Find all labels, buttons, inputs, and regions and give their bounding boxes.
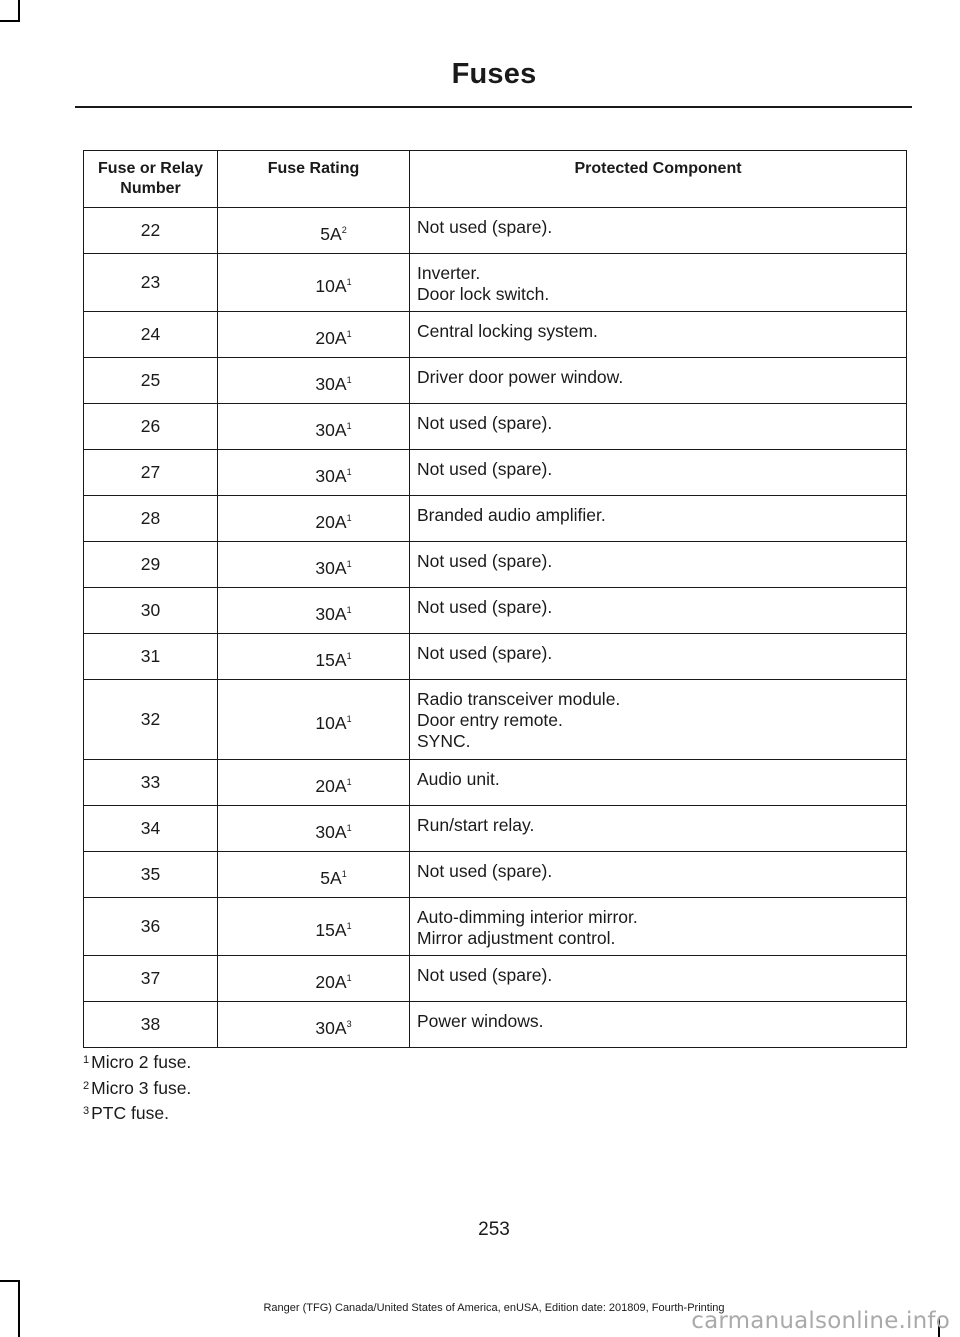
fuse-number: 33 — [84, 760, 218, 806]
component-line: Not used (spare). — [417, 643, 553, 663]
table-header-row — [84, 151, 907, 208]
footnote-reference: 1 — [346, 777, 352, 787]
fuse-number: 34 — [84, 806, 218, 852]
protected-component — [410, 806, 907, 852]
footnote-mark: 3 — [83, 1105, 90, 1117]
fuse-number: 38 — [84, 1002, 218, 1048]
header-protected-component: Protected Component — [410, 151, 907, 208]
fuse-rating-value: 10A — [315, 713, 347, 733]
table-row — [84, 680, 907, 760]
fuse-rating — [218, 312, 410, 358]
component-line: Auto-dimming interior mirror. — [417, 907, 638, 927]
footnote-reference: 1 — [346, 605, 352, 615]
fuse-number: 23 — [84, 254, 218, 312]
footnote-reference: 3 — [346, 1019, 352, 1029]
page-number: 253 — [478, 1219, 510, 1240]
fuse-rating — [218, 254, 410, 312]
protected-component — [410, 852, 907, 898]
component-line: Door lock switch. — [417, 284, 550, 304]
protected-component — [410, 542, 907, 588]
component-line: Radio transceiver module. — [417, 689, 621, 709]
table-row — [84, 760, 907, 806]
fuse-rating — [218, 760, 410, 806]
protected-component — [410, 680, 907, 760]
fuse-rating-value: 20A — [315, 512, 347, 532]
footnote-reference: 1 — [346, 467, 352, 477]
footnote-reference: 1 — [346, 714, 352, 724]
fuse-rating — [218, 542, 410, 588]
footnote-reference: 1 — [341, 869, 347, 879]
protected-component — [410, 956, 907, 1002]
crop-mark — [0, 1280, 20, 1282]
fuse-rating — [218, 806, 410, 852]
footnote-reference: 1 — [346, 973, 352, 983]
footnote-text: PTC fuse. — [91, 1103, 169, 1123]
protected-component — [410, 358, 907, 404]
footnote-mark: 1 — [83, 1054, 90, 1066]
table-row — [84, 496, 907, 542]
table-body — [84, 208, 907, 1048]
table-row — [84, 358, 907, 404]
component-line: Inverter. — [417, 263, 481, 283]
fuse-rating — [218, 588, 410, 634]
protected-component — [410, 1002, 907, 1048]
protected-component — [410, 450, 907, 496]
protected-component — [410, 898, 907, 956]
fuse-table — [83, 150, 907, 1048]
component-line: Run/start relay. — [417, 815, 535, 835]
fuse-number: 27 — [84, 450, 218, 496]
title-divider — [75, 106, 912, 108]
component-line: Not used (spare). — [417, 217, 553, 237]
fuse-rating — [218, 208, 410, 254]
protected-component — [410, 208, 907, 254]
fuse-number: 29 — [84, 542, 218, 588]
table-row — [84, 634, 907, 680]
fuse-rating-value: 15A — [315, 920, 347, 940]
table-row — [84, 806, 907, 852]
fuse-rating — [218, 898, 410, 956]
table-row — [84, 542, 907, 588]
footnote-reference: 1 — [346, 921, 352, 931]
footnote-reference: 1 — [346, 421, 352, 431]
crop-mark — [18, 0, 20, 22]
fuse-number: 24 — [84, 312, 218, 358]
header-fuse-number: Fuse or Relay Number — [84, 151, 218, 208]
page-title: Fuses — [451, 58, 537, 90]
fuse-rating-value: 30A — [315, 822, 347, 842]
table-row — [84, 404, 907, 450]
fuse-rating — [218, 404, 410, 450]
component-line: SYNC. — [417, 731, 471, 751]
table-row — [84, 1002, 907, 1048]
crop-mark — [0, 20, 20, 22]
table-row — [84, 312, 907, 358]
footnote-mark: 2 — [83, 1079, 90, 1092]
fuse-rating-value: 30A — [315, 604, 347, 624]
footnote — [83, 1050, 191, 1076]
fuse-rating-value: 30A — [315, 420, 347, 440]
fuse-rating-value: 30A — [315, 466, 347, 486]
fuse-rating — [218, 450, 410, 496]
component-line: Mirror adjustment control. — [417, 928, 616, 948]
footnote-reference: 1 — [346, 513, 352, 523]
component-line: Driver door power window. — [417, 367, 624, 387]
component-line: Not used (spare). — [417, 459, 553, 479]
fuse-rating — [218, 852, 410, 898]
fuse-number: 25 — [84, 358, 218, 404]
protected-component — [410, 496, 907, 542]
fuse-rating-value: 15A — [315, 650, 347, 670]
footnote-reference: 1 — [346, 375, 352, 385]
table-row — [84, 898, 907, 956]
fuse-rating-value: 20A — [315, 328, 347, 348]
footnote-reference: 1 — [346, 329, 352, 339]
fuse-rating — [218, 496, 410, 542]
watermark: carmanualsonline.info — [691, 1308, 950, 1334]
fuse-rating-value: 5A — [320, 224, 342, 244]
footnote-reference: 1 — [346, 277, 352, 287]
fuse-rating-value: 10A — [315, 276, 347, 296]
fuse-rating-value: 30A — [315, 1018, 347, 1038]
component-line: Not used (spare). — [417, 597, 553, 617]
protected-component — [410, 404, 907, 450]
footnote-reference: 1 — [346, 823, 352, 833]
fuse-rating — [218, 634, 410, 680]
footnote-text: Micro 3 fuse. — [91, 1077, 192, 1098]
fuse-number: 36 — [84, 898, 218, 956]
table-row — [84, 254, 907, 312]
fuse-rating — [218, 358, 410, 404]
footnote-reference: 1 — [346, 651, 352, 661]
edition-footer: Ranger (TFG) Canada/United States of America, enUSA, Edition date: 201809, Fourth-Printing — [263, 1302, 725, 1314]
fuse-number: 37 — [84, 956, 218, 1002]
fuse-rating-value: 30A — [315, 558, 347, 578]
footnote-reference: 1 — [346, 559, 352, 569]
protected-component — [410, 634, 907, 680]
component-line: Branded audio amplifier. — [417, 505, 606, 525]
fuse-rating — [218, 956, 410, 1002]
fuse-number: 30 — [84, 588, 218, 634]
table-row — [84, 956, 907, 1002]
fuse-rating-value: 30A — [315, 374, 347, 394]
protected-component — [410, 760, 907, 806]
component-line: Central locking system. — [417, 321, 598, 341]
component-line: Audio unit. — [417, 769, 500, 789]
footnote-reference: 2 — [341, 225, 347, 235]
footnotes — [83, 1050, 191, 1127]
header-fuse-rating: Fuse Rating — [218, 151, 410, 208]
fuse-rating — [218, 680, 410, 760]
fuse-number: 35 — [84, 852, 218, 898]
protected-component — [410, 588, 907, 634]
table-row — [84, 852, 907, 898]
fuse-number: 26 — [84, 404, 218, 450]
component-line: Power windows. — [417, 1011, 544, 1031]
component-line: Not used (spare). — [417, 413, 553, 433]
fuse-rating-value: 5A — [320, 868, 342, 888]
footnote — [83, 1101, 191, 1127]
fuse-number: 22 — [84, 208, 218, 254]
fuse-number: 28 — [84, 496, 218, 542]
table-row — [84, 588, 907, 634]
component-line: Not used (spare). — [417, 551, 553, 571]
footnote-text: Micro 2 fuse. — [91, 1052, 192, 1072]
component-line: Door entry remote. — [417, 710, 563, 730]
table-row — [84, 450, 907, 496]
table-row — [84, 208, 907, 254]
fuse-rating-value: 20A — [315, 972, 347, 992]
fuse-number: 32 — [84, 680, 218, 760]
component-line: Not used (spare). — [417, 861, 553, 881]
component-line: Not used (spare). — [417, 965, 553, 985]
fuse-number: 31 — [84, 634, 218, 680]
protected-component — [410, 254, 907, 312]
footnote — [83, 1076, 191, 1102]
protected-component — [410, 312, 907, 358]
fuse-rating-value: 20A — [315, 776, 347, 796]
fuse-rating — [218, 1002, 410, 1048]
